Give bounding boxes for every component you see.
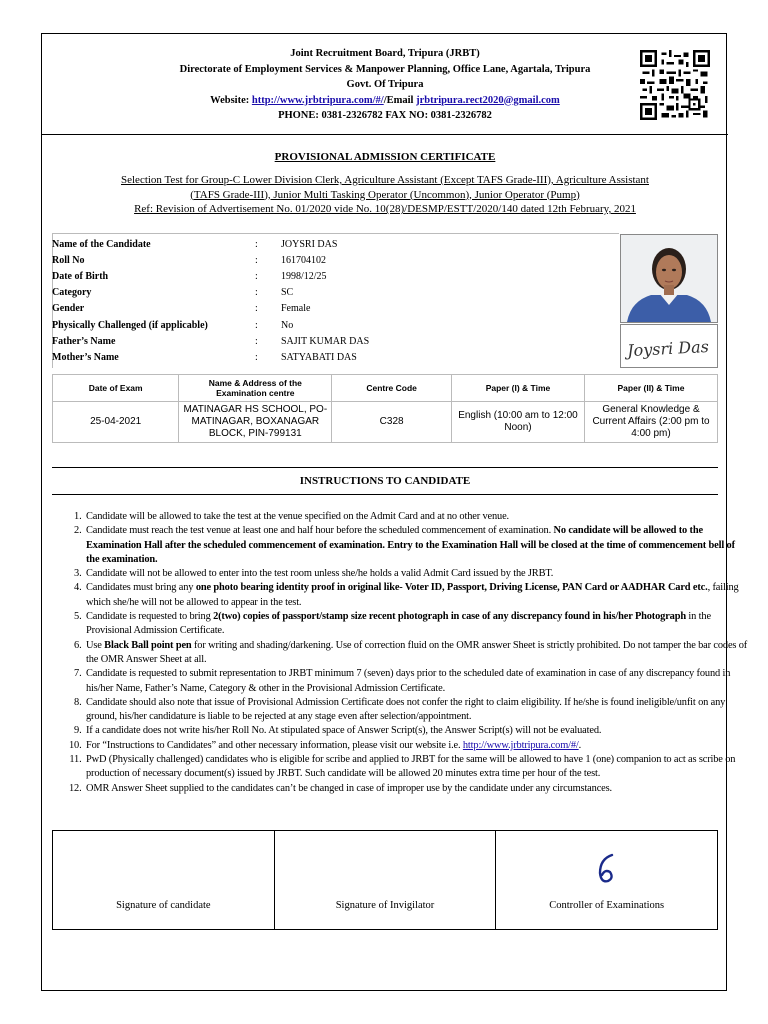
qr-code-icon [640, 50, 710, 120]
table-header: Date of Exam [53, 375, 179, 402]
info-row-pwd [52, 317, 618, 333]
list-item [84, 724, 750, 738]
header [42, 46, 728, 124]
info-colon: : [255, 270, 258, 282]
physically-challenged: No [281, 319, 294, 331]
info-label: Gender [52, 303, 85, 315]
instruction-text: . [578, 739, 582, 751]
exam-date: 25-04-2021 [53, 402, 179, 443]
list-item [84, 667, 750, 696]
list-item [84, 739, 750, 753]
table-header: Centre Code [332, 375, 452, 402]
paper-1-time: English (10:00 am to 12:00 Noon) [451, 402, 584, 443]
mother-name: SATYABATI DAS [281, 351, 357, 363]
signature-label: Controller of Examinations [549, 900, 665, 911]
selection-line-1: Selection Test for Group-C Lower Division Clerk, Agriculture Assistant (Except TAFS Grade-III), Agriculture Assistant [121, 174, 649, 186]
list-item [84, 524, 750, 567]
government: Govt. Of Tripura [346, 79, 424, 90]
list-item [84, 782, 750, 796]
table-header-row [53, 375, 718, 402]
selection-line-2: (TAFS Grade-III), Junior Multi Tasking Operator (Uncommon), Junior Operator (Pump) [190, 188, 580, 201]
candidate-name: JOYSRI DAS [281, 238, 338, 250]
signature-text: Joysri Das [626, 336, 710, 361]
exam-schedule-table [52, 374, 718, 443]
category: SC [281, 287, 294, 299]
info-label: Roll No [52, 254, 85, 266]
website-label: Website: [210, 94, 252, 106]
info-colon: : [255, 351, 258, 363]
candidate-signature-cell [53, 831, 275, 929]
paper-2-time: General Knowledge & Current Affairs (2:00 pm to 4:00 pm) [584, 402, 717, 443]
gender: Female [281, 303, 311, 315]
phone-line: PHONE: 0381-2326782 FAX NO: 0381-2326782 [278, 110, 492, 121]
info-colon: : [255, 254, 258, 266]
instruction-emphasis: No candidate will be allowed to the Examination Hall after the scheduled commencement of examination. Entry to the Examination Hall will be closed at the time of commencement bell of the examination. [86, 525, 735, 565]
info-colon: : [255, 303, 258, 315]
info-row-dob [52, 268, 618, 284]
candidate-info [52, 236, 618, 366]
person-icon [621, 235, 717, 322]
instruction-text: For “Instructions to Candidates” and other necessary information, please visit our website i.e. [86, 739, 463, 751]
board-name: Joint Recruitment Board, Tripura (JRBT) [290, 48, 480, 59]
contact-line [42, 93, 728, 109]
instructions-list [58, 510, 750, 796]
info-colon: : [255, 238, 258, 250]
controller-signature-cell [496, 831, 717, 929]
list-item [84, 567, 750, 581]
instruction-emphasis: 2(two) copies of passport/stamp size recent photograph in case of any discrepancy found in his/her Photograph [213, 611, 686, 623]
instruction-text: for writing and shading/darkening. Use of correction fluid on the OMR answer Sheet is strictly prohibited. Do not tamper the bar codes of the OMR Answer Sheet at all. [86, 639, 748, 665]
instruction-text: Candidate is requested to submit representation to JRBT minimum 7 (seven) days prior to the scheduled date of examination in case of any discrepancy found in his/her Name, Father’s Name, Category & other in the Provisional Admission Certificate. [86, 668, 731, 694]
instruction-text: If a candidate does not write his/her Roll No. At stipulated space of Answer Script(s), the Answer Script(s) will not be evaluated. [86, 725, 602, 737]
reference-line: Ref: Revision of Advertisement No. 01/2020 vide No. 10(28)/DESMP/ESTT/2020/140 dated 12th February, 2021 [134, 203, 636, 215]
date-of-birth: 1998/12/25 [281, 270, 327, 282]
instruction-text: Candidate will not be allowed to enter into the test room unless she/he holds a valid Admit Card issued by the JRBT. [86, 568, 554, 580]
centre-code: C328 [332, 402, 452, 443]
info-row-gender [52, 301, 618, 317]
section-divider [52, 494, 718, 495]
instructions-title: INSTRUCTIONS TO CANDIDATE [299, 475, 471, 487]
list-item [84, 610, 750, 639]
email-link[interactable]: jrbtripura.rect2020@gmail.com [416, 94, 560, 106]
instruction-emphasis: Black Ball point pen [104, 639, 192, 651]
info-row-category [52, 285, 618, 301]
info-label: Mother’s Name [52, 351, 119, 363]
directorate: Directorate of Employment Services & Manpower Planning, Office Lane, Agartala, Tripura [179, 63, 591, 75]
instruction-text: PwD (Physically challenged) candidates who is eligible for scribe and applied to JRBT for the same will be allowed to have 1 (one) companion to act as scribe on production of necessary document(s) issued by JRBT. Such candidate will be allowed 20 minutes extra time per hour of the test. [86, 754, 736, 780]
table-header: Paper (I) & Time [451, 375, 584, 402]
section-divider [52, 467, 718, 468]
info-row-mother [52, 349, 618, 365]
instruction-text: Candidates must bring any [86, 582, 196, 594]
info-colon: : [255, 335, 258, 347]
info-label: Date of Birth [52, 270, 109, 282]
website-link[interactable]: http://www.jrbtripura.com/#/ [251, 94, 384, 106]
info-colon: : [255, 287, 258, 299]
signature-label: Signature of candidate [116, 900, 211, 911]
instruction-text: Candidate should also note that issue of Provisional Admission Certificate does not confer the right to claim eligibility. If he/she is found ineligible/unfit on any ground, his/her candidature is liable to be rejected at any stage even after selection/appointment. [86, 696, 726, 723]
website-link[interactable]: http://www.jrbtripura.com/#/ [462, 739, 579, 751]
certificate-title: PROVISIONAL ADMISSION CERTIFICATE [274, 151, 496, 163]
table-row [53, 402, 718, 443]
controller-signature-icon [592, 851, 622, 887]
list-item [84, 639, 750, 668]
instruction-text: Use [86, 639, 105, 651]
candidate-signature [620, 324, 718, 368]
info-colon: : [255, 319, 258, 331]
list-item [84, 510, 750, 524]
instruction-text: Candidate will be allowed to take the test at the venue specified on the Admit Card and at no other venue. [86, 511, 509, 522]
info-label: Father’s Name [52, 335, 116, 347]
instruction-text: Candidate is requested to bring [86, 611, 214, 623]
info-label: Category [52, 287, 92, 299]
table-header: Paper (II) & Time [584, 375, 717, 402]
instruction-text: Candidate must reach the test venue at least one and half hour before the scheduled commencement of examination. [86, 525, 554, 537]
list-item [84, 581, 750, 610]
table-header: Name & Address of the Examination centre [179, 375, 332, 402]
signature-section [52, 830, 718, 930]
instruction-text: OMR Answer Sheet supplied to the candidates can’t be changed in case of improper use by the candidate under any circumstances. [86, 782, 612, 794]
info-label: Name of the Candidate [52, 238, 151, 250]
info-row-name [52, 236, 618, 252]
info-label: Physically Challenged (if applicable) [52, 319, 208, 331]
instruction-emphasis: one photo bearing identity proof in original like- Voter ID, Passport, Driving License, PAN Card or AADHAR Card etc. [195, 582, 708, 594]
exam-centre: MATINAGAR HS SCHOOL, PO-MATINAGAR, BOXANAGAR BLOCK, PIN-799131 [179, 402, 332, 443]
candidate-photo [620, 234, 718, 323]
email-label: /Email [383, 94, 417, 106]
info-row-father [52, 333, 618, 349]
instruction-text: in the Provisional Admission Certificate. [86, 611, 711, 637]
father-name: SAJIT KUMAR DAS [281, 335, 370, 347]
header-divider [42, 134, 728, 135]
info-row-roll [52, 252, 618, 268]
signature-icon [621, 325, 717, 367]
roll-number: 161704102 [281, 254, 326, 266]
admission-certificate [41, 33, 748, 991]
signature-label: Signature of Invigilator [335, 900, 435, 911]
list-item [84, 753, 750, 782]
invigilator-signature-cell [275, 831, 497, 929]
selection-test-details [72, 173, 698, 217]
instruction-text: , failing which she/he will not be allowed to appear in the test. [86, 582, 739, 608]
list-item [84, 696, 750, 725]
